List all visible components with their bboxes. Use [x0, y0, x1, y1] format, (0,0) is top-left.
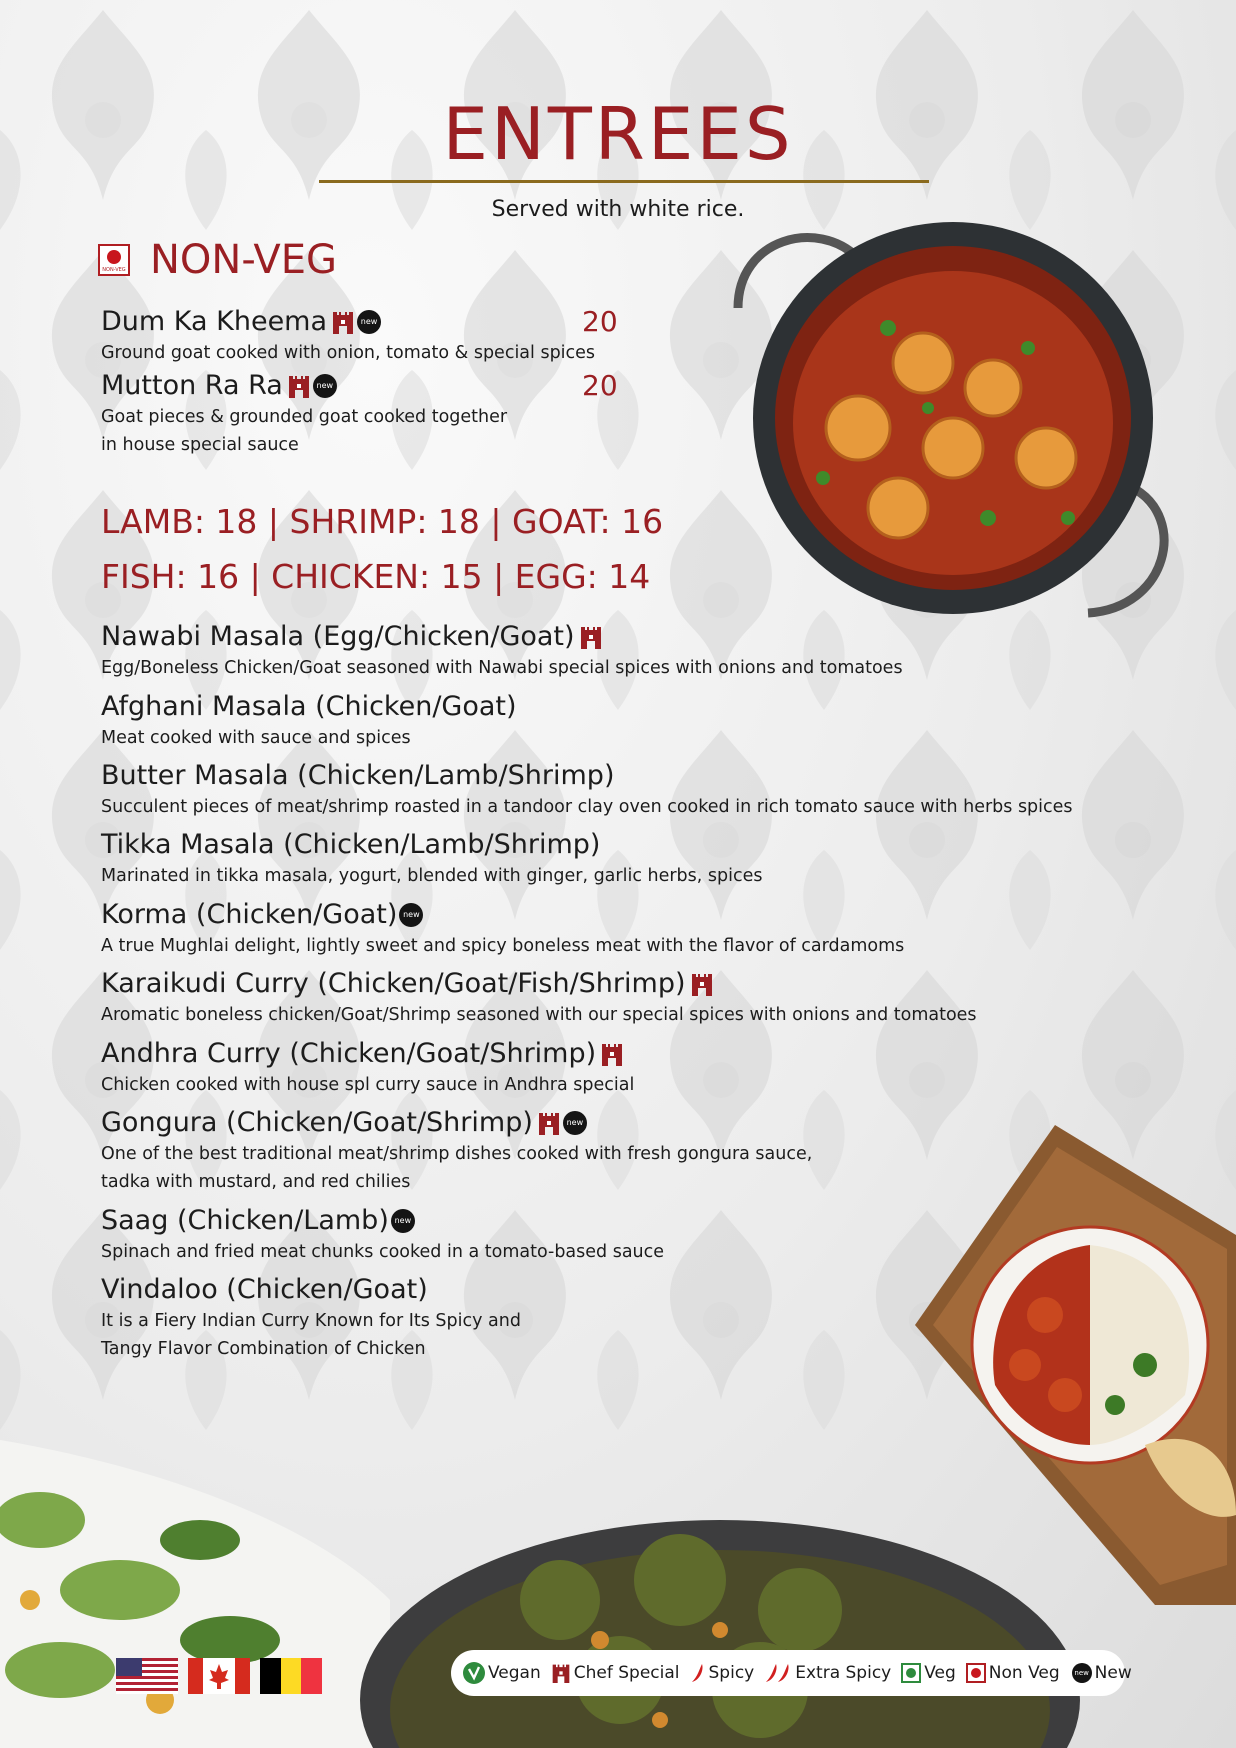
- menu-item-nawabi-masala: [101, 620, 903, 682]
- legend-veg-label: Veg: [924, 1663, 956, 1683]
- shrimp-curry-pan-image: [728, 218, 1188, 626]
- chef-special-icon: [287, 372, 311, 400]
- icon-legend: [451, 1650, 1132, 1696]
- item-name: Tikka Masala (Chicken/Lamb/Shrimp): [101, 829, 601, 860]
- chef-special-icon: [331, 308, 355, 336]
- item-description: Aromatic boneless chicken/Goat/Shrimp seasoned with our special spices with onions and tomatoes: [101, 1005, 977, 1025]
- price-list-line-1: LAMB: 18 | SHRIMP: 18 | GOAT: 16: [101, 502, 664, 541]
- chili-icon: [690, 1662, 706, 1684]
- item-description: Chicken cooked with house spl curry sauce in Andhra special: [101, 1075, 635, 1095]
- item-description: tadka with mustard, and red chilies: [101, 1172, 411, 1192]
- chef-special-icon: [600, 1040, 624, 1068]
- item-name: Butter Masala (Chicken/Lamb/Shrimp): [101, 760, 615, 791]
- canada-flag-icon: [188, 1658, 250, 1694]
- item-description: Egg/Boneless Chicken/Goat seasoned with Nawabi special spices with onions and tomatoes: [101, 658, 903, 678]
- new-icon: new: [563, 1111, 587, 1135]
- item-name: Afghani Masala (Chicken/Goat): [101, 691, 517, 722]
- belgium-flag-icon: [260, 1658, 322, 1694]
- item-description: Ground goat cooked with onion, tomato & special spices: [101, 343, 596, 363]
- item-price: 20: [582, 305, 618, 338]
- non-veg-badge-text: NON-VEG: [102, 267, 126, 273]
- legend-veg: [901, 1663, 956, 1683]
- chef-special-icon: [579, 623, 603, 651]
- chef-special-icon: [551, 1661, 571, 1685]
- menu-item-vindaloo: [101, 1273, 521, 1363]
- new-icon: new: [357, 310, 381, 334]
- item-description: Spinach and fried meat chunks cooked in a tomato-based sauce: [101, 1242, 665, 1262]
- page-title: ENTREES: [442, 92, 794, 176]
- menu-item-butter-masala: [101, 759, 1073, 821]
- country-flags: [116, 1658, 332, 1694]
- item-name: Vindaloo (Chicken/Goat): [101, 1274, 428, 1305]
- legend-vegan-label: Vegan: [488, 1663, 541, 1683]
- new-icon: new: [313, 374, 337, 398]
- item-name: Andhra Curry (Chicken/Goat/Shrimp): [101, 1038, 597, 1069]
- item-description: Meat cooked with sauce and spices: [101, 728, 411, 748]
- chef-special-icon: [690, 970, 714, 998]
- non-veg-icon: [966, 1663, 986, 1683]
- new-icon: new: [1072, 1663, 1092, 1683]
- price-list-line-2: FISH: 16 | CHICKEN: 15 | EGG: 14: [101, 557, 651, 596]
- legend-new-label: New: [1094, 1663, 1132, 1683]
- item-description: Tangy Flavor Combination of Chicken: [101, 1339, 426, 1359]
- new-icon: new: [391, 1209, 415, 1233]
- legend-vegan: [463, 1662, 541, 1684]
- vegan-icon: [463, 1662, 485, 1684]
- menu-item-andhra-curry: [101, 1037, 634, 1099]
- menu-item-gongura: [101, 1106, 812, 1196]
- menu-item-karaikudi-curry: [101, 967, 977, 1029]
- item-description: One of the best traditional meat/shrimp dishes cooked with fresh gongura sauce,: [101, 1144, 813, 1164]
- legend-chef-special-label: Chef Special: [573, 1663, 680, 1683]
- legend-new: [1070, 1663, 1132, 1683]
- item-name: Karaikudi Curry (Chicken/Goat/Fish/Shrimp): [101, 968, 686, 999]
- item-name: Korma (Chicken/Goat): [101, 899, 398, 930]
- item-description: Succulent pieces of meat/shrimp roasted in a tandoor clay oven cooked in rich tomato sauce with herbs spices: [101, 797, 1073, 817]
- menu-item-dum-ka-kheema: [101, 305, 595, 367]
- legend-non-veg-label: Non Veg: [988, 1663, 1060, 1683]
- legend-spicy: [690, 1662, 755, 1684]
- page-subtitle: Served with white rice.: [491, 197, 745, 222]
- item-description: in house special sauce: [101, 435, 299, 455]
- legend-chef-special: [551, 1661, 680, 1685]
- item-description: Marinated in tikka masala, yogurt, blended with ginger, garlic herbs, spices: [101, 866, 763, 886]
- section-label: NON-VEG: [150, 237, 338, 283]
- saag-and-salad-image: [0, 1440, 1236, 1748]
- us-flag-icon: [116, 1658, 178, 1694]
- item-name: Nawabi Masala (Egg/Chicken/Goat): [101, 621, 575, 652]
- legend-non-veg: [966, 1663, 1060, 1683]
- new-icon: new: [399, 903, 423, 927]
- item-description: A true Mughlai delight, lightly sweet and spicy boneless meat with the flavor of cardamoms: [101, 936, 905, 956]
- legend-spicy-label: Spicy: [708, 1663, 755, 1683]
- veg-icon: [901, 1663, 921, 1683]
- item-price: 20: [582, 369, 618, 402]
- title-divider: [319, 180, 929, 183]
- legend-extra-spicy-label: Extra Spicy: [795, 1663, 892, 1683]
- item-name: Saag (Chicken/Lamb): [101, 1205, 389, 1236]
- menu-item-mutton-ra-ra: [101, 369, 507, 459]
- item-description: It is a Fiery Indian Curry Known for Its Spicy and: [101, 1311, 521, 1331]
- chef-special-icon: [537, 1109, 561, 1137]
- item-name: Gongura (Chicken/Goat/Shrimp): [101, 1107, 533, 1138]
- menu-item-afghani-masala: [101, 690, 517, 752]
- item-name: Mutton Ra Ra: [101, 370, 283, 401]
- legend-extra-spicy: [764, 1662, 891, 1684]
- item-description: Goat pieces & grounded goat cooked together: [101, 407, 508, 427]
- non-veg-section-header: [98, 237, 337, 283]
- non-veg-icon: [98, 244, 130, 276]
- menu-item-korma: [101, 898, 904, 960]
- double-chili-icon: [764, 1662, 792, 1684]
- menu-item-tikka-masala: [101, 828, 763, 890]
- item-name: Dum Ka Kheema: [101, 306, 328, 337]
- menu-item-saag: [101, 1204, 664, 1266]
